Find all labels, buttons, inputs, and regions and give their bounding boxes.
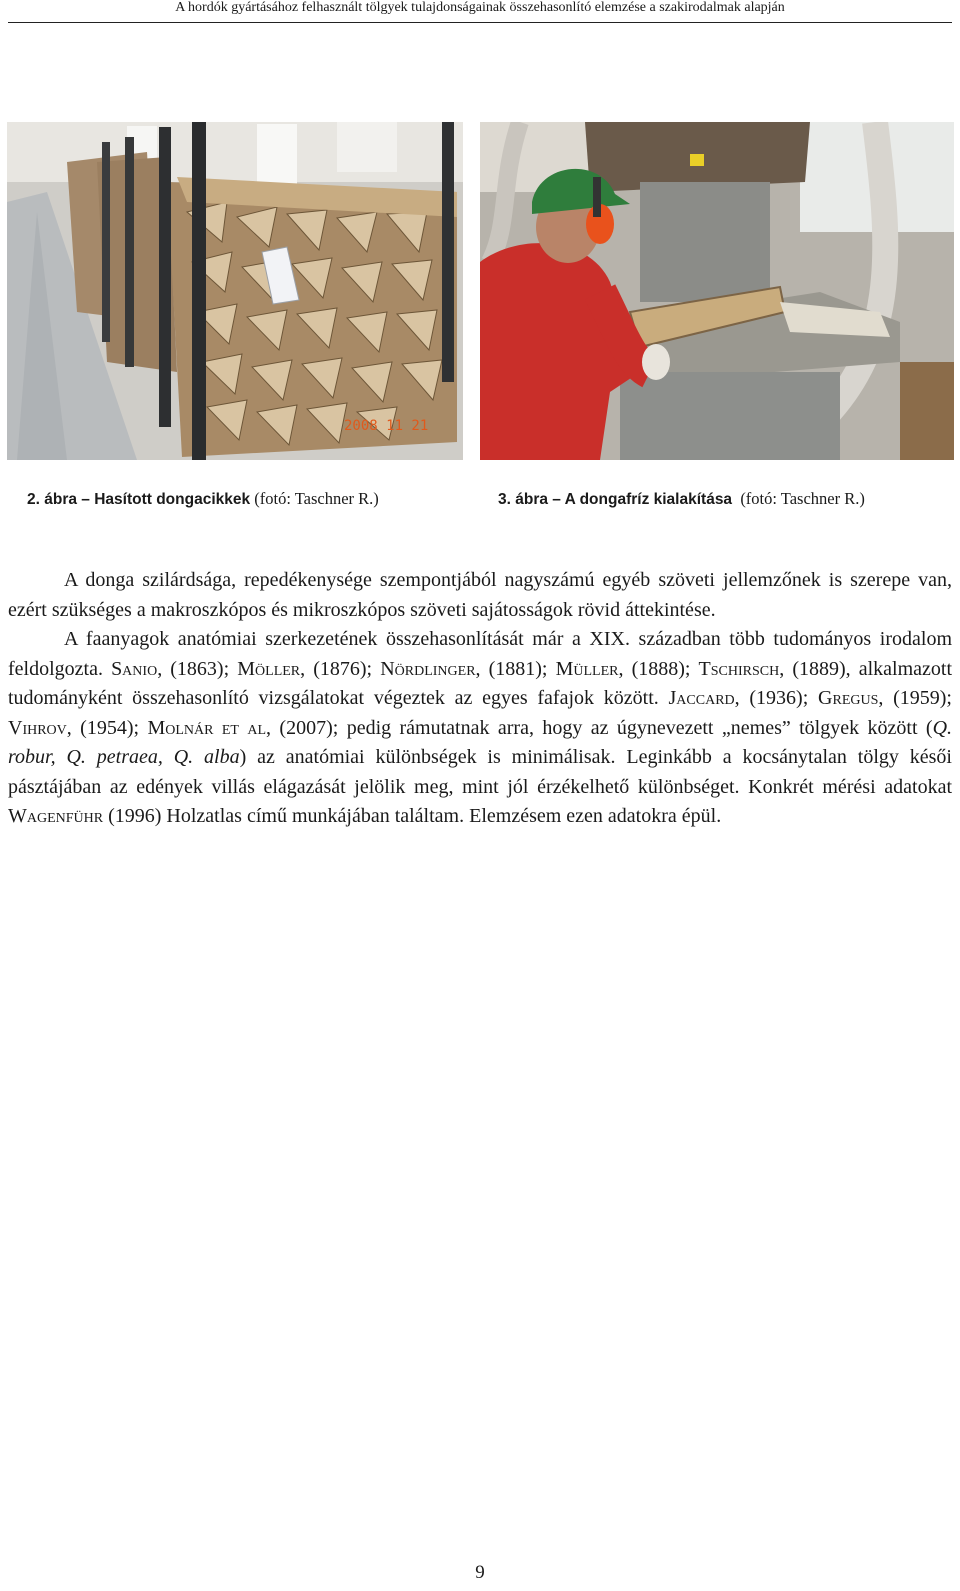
author-name: Tschirsch [698, 657, 780, 680]
figure-2-label: 2. ábra [27, 491, 77, 508]
author-name: Jaccard [668, 687, 735, 709]
figure-2-caption: 2. ábra – Hasított dongacikkek (fotó: Taschner R.) [27, 489, 379, 508]
page-number: 9 [475, 1562, 485, 1583]
author-name: Möller [237, 657, 301, 680]
author-name: Nördlinger [380, 657, 476, 680]
figure-3-caption: 3. ábra – A dongafríz kialakítása (fotó: Taschner R.) [498, 489, 865, 508]
author-name: Gregus [818, 687, 879, 709]
author-name: Molnár et al [147, 716, 267, 739]
stave-sawing-photo [480, 122, 954, 460]
author-name: Vihrov [8, 716, 67, 739]
figure-2-credit: (fotó: Taschner R.) [254, 489, 379, 508]
paragraph-2: A faanyagok anatómiai szerkezetének összehasonlítását már a XIX. században több tudományos irodalom feldolgozta. Sanio, (1863); Möller, (1876); Nördlinger, (1881); Müller, (1888); Tschirsch, (1889), alkalmazott tudományként összehasonlító vizsgálatokat végeztek az egyes fafajok között. Jaccard, (1936); Gregus, (1959); Vihrov, (1954); Molnár et al, (2007); pedig rámutatnak arra, hogy az úgynevezett „nemes” tölgyek között (Q. robur, Q. petraea, Q. alba) az anatómiai különbségek is minimálisak. Leginkább a kocsánytalan tölgy késői pásztájában az edények villás elágazását jelölik meg, mint jól érzékelhető különbséget. Konkrét mérési adatokat Wagenführ (1996) Holzatlas című munkájában találtam. Elemzésem ezen adatokra épül. [8, 628, 953, 827]
split-stave-stacks-image [7, 122, 463, 460]
species-names: Q. robur, Q. petraea, Q. alba [8, 716, 953, 768]
figure-3-label: 3. ábra [498, 491, 548, 508]
running-head: A hordók gyártásához felhasznált tölgyek tulajdonságainak összehasonlító elemzése a szakirodalmak alapján [8, 0, 952, 23]
photo-date-stamp: 2008 11 21 [344, 418, 429, 434]
paragraph-1: A donga szilárdsága, repedékenysége szempontjából nagyszámú egyéb szöveti jellemzőnek is szerepe van, ezért szükséges a makroszkópos és mikroszkópos szöveti sajátosságok rövid áttekintése. [8, 569, 952, 621]
split-stave-stacks-photo [7, 122, 463, 460]
figure-2-title: Hasított dongacikkek [94, 491, 251, 508]
figure-3-credit: (fotó: Taschner R.) [740, 489, 865, 508]
author-name: Wagenführ [8, 805, 104, 827]
author-name: Sanio [111, 657, 158, 680]
body-text [8, 566, 952, 832]
author-name: Müller [555, 657, 619, 680]
figure-3-title: A dongafríz kialakítása [564, 491, 733, 508]
stave-sawing-image [480, 122, 954, 460]
